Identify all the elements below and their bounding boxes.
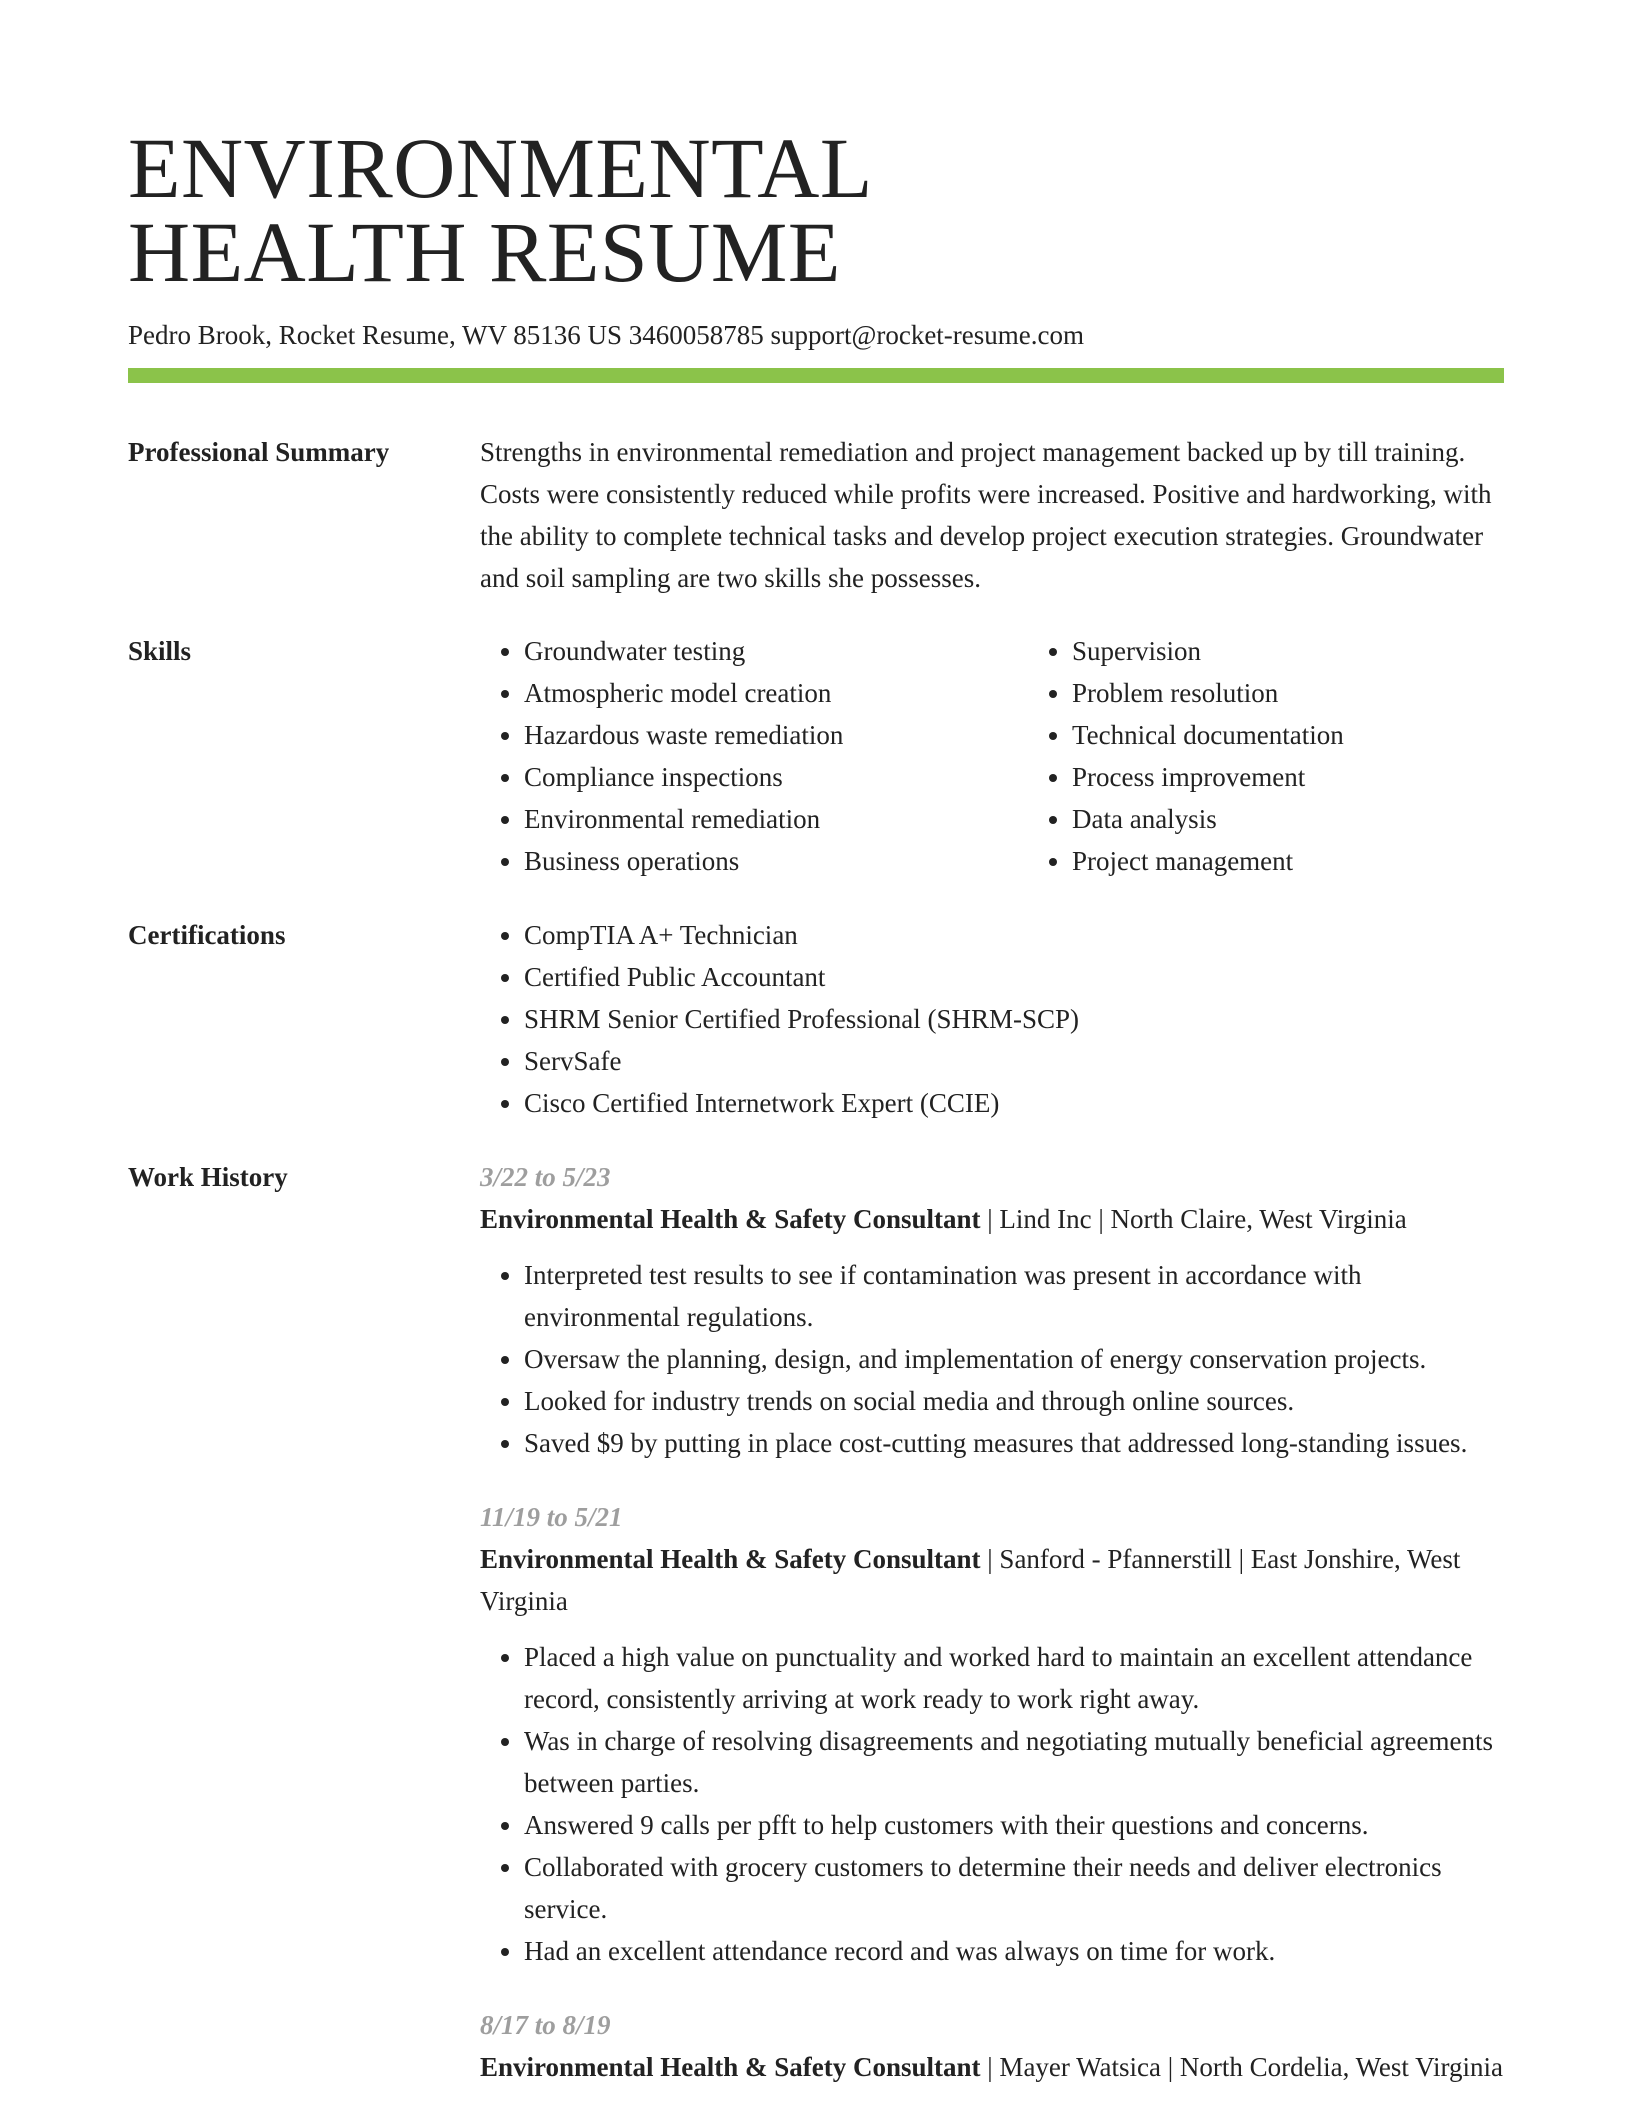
job-bullets (480, 1636, 1504, 1972)
accent-divider (128, 368, 1504, 383)
job-dates: 3/22 to 5/23 (480, 1162, 611, 1192)
job-bullet: • Saved $9 by putting in place cost-cutting measures that addressed long-standing issues. (524, 1422, 1504, 1464)
work-history-section (128, 1156, 1504, 2088)
resume-title (128, 0, 1504, 300)
certification-item: • SHRM Senior Certified Professional (SHRM-SCP) (524, 998, 1504, 1040)
job-details: | Sanford - Pfannerstill | East Jonshire, West Virginia (480, 1544, 1461, 1616)
skill-item: • Atmospheric model creation (524, 672, 1028, 714)
skill-item: • Supervision (1072, 630, 1576, 672)
job-details: | Lind Inc | North Claire, West Virginia (980, 1204, 1407, 1234)
certification-item: • ServSafe (524, 1040, 1504, 1082)
skill-item: • Groundwater testing (524, 630, 1028, 672)
certifications-section (128, 914, 1504, 1124)
job-bullet: • Interpreted test results to see if contamination was present in accordance with environmental regulations. (524, 1254, 1504, 1338)
job-dates: 8/17 to 8/19 (480, 2010, 611, 2040)
job-bullet: • Had an excellent attendance record and was always on time for work. (524, 1930, 1504, 1972)
section-label-work-history: Work History (128, 1162, 288, 1192)
job-title: Environmental Health & Safety Consultant (480, 2052, 981, 2082)
resume-page (128, 0, 1504, 2088)
skill-item: • Problem resolution (1072, 672, 1576, 714)
skill-item: • Data analysis (1072, 798, 1576, 840)
contact-line: Pedro Brook, Rocket Resume, WV 85136 US 3460058785 support@rocket-resume.com (128, 320, 1084, 350)
certification-item: • Cisco Certified Internetwork Expert (CCIE) (524, 1082, 1504, 1124)
skill-item: • Business operations (524, 840, 1028, 882)
skills-list-right (1028, 630, 1576, 882)
professional-summary-text: Strengths in environmental remediation and project management backed up by till training. Costs were consistently reduced while profits were increased. Positive and hardworking, with the ability to complete technical tasks and develop project execution strategies. Groundwater and soil sampling are two skills she possesses. (480, 437, 1492, 593)
job-bullet: • Oversaw the planning, design, and implementation of energy conservation projects. (524, 1338, 1504, 1380)
job-bullets (480, 1254, 1504, 1464)
resume-title-line-2: HEALTH RESUME (128, 204, 841, 300)
job-bullet: • Placed a high value on punctuality and worked hard to maintain an excellent attendance record, consistently arriving at work ready to work right away. (524, 1636, 1504, 1720)
certification-item: • CompTIA A+ Technician (524, 914, 1504, 956)
skill-item: • Environmental remediation (524, 798, 1028, 840)
skills-list-left (480, 630, 1028, 882)
skill-item: • Technical documentation (1072, 714, 1576, 756)
skill-item: • Compliance inspections (524, 756, 1028, 798)
skill-item: • Hazardous waste remediation (524, 714, 1028, 756)
section-label-skills: Skills (128, 636, 192, 666)
job-heading (480, 2046, 1504, 2088)
job-bullet: • Answered 9 calls per pfft to help customers with their questions and concerns. (524, 1804, 1504, 1846)
skill-item: • Process improvement (1072, 756, 1576, 798)
resume-title-line-1: ENVIRONMENTAL (128, 120, 873, 216)
skills-section (128, 630, 1504, 882)
job-bullet: • Looked for industry trends on social media and through online sources. (524, 1380, 1504, 1422)
job-bullet: • Collaborated with grocery customers to determine their needs and deliver electronics service. (524, 1846, 1504, 1930)
skill-item: • Project management (1072, 840, 1576, 882)
job-heading (480, 1538, 1504, 1622)
job-entry (480, 2004, 1504, 2088)
job-title: Environmental Health & Safety Consultant (480, 1544, 981, 1574)
job-dates: 11/19 to 5/21 (480, 1502, 623, 1532)
certifications-list (480, 914, 1504, 1124)
job-entry (480, 1156, 1504, 1464)
professional-summary-section (128, 431, 1504, 599)
job-entry (480, 1496, 1504, 1972)
job-title: Environmental Health & Safety Consultant (480, 1204, 981, 1234)
job-heading (480, 1198, 1504, 1240)
section-label-certifications: Certifications (128, 920, 286, 950)
job-bullet: • Was in charge of resolving disagreements and negotiating mutually beneficial agreements between parties. (524, 1720, 1504, 1804)
section-label-professional-summary: Professional Summary (128, 437, 390, 467)
job-details: | Mayer Watsica | North Cordelia, West Virginia (980, 2052, 1504, 2082)
certification-item: • Certified Public Accountant (524, 956, 1504, 998)
